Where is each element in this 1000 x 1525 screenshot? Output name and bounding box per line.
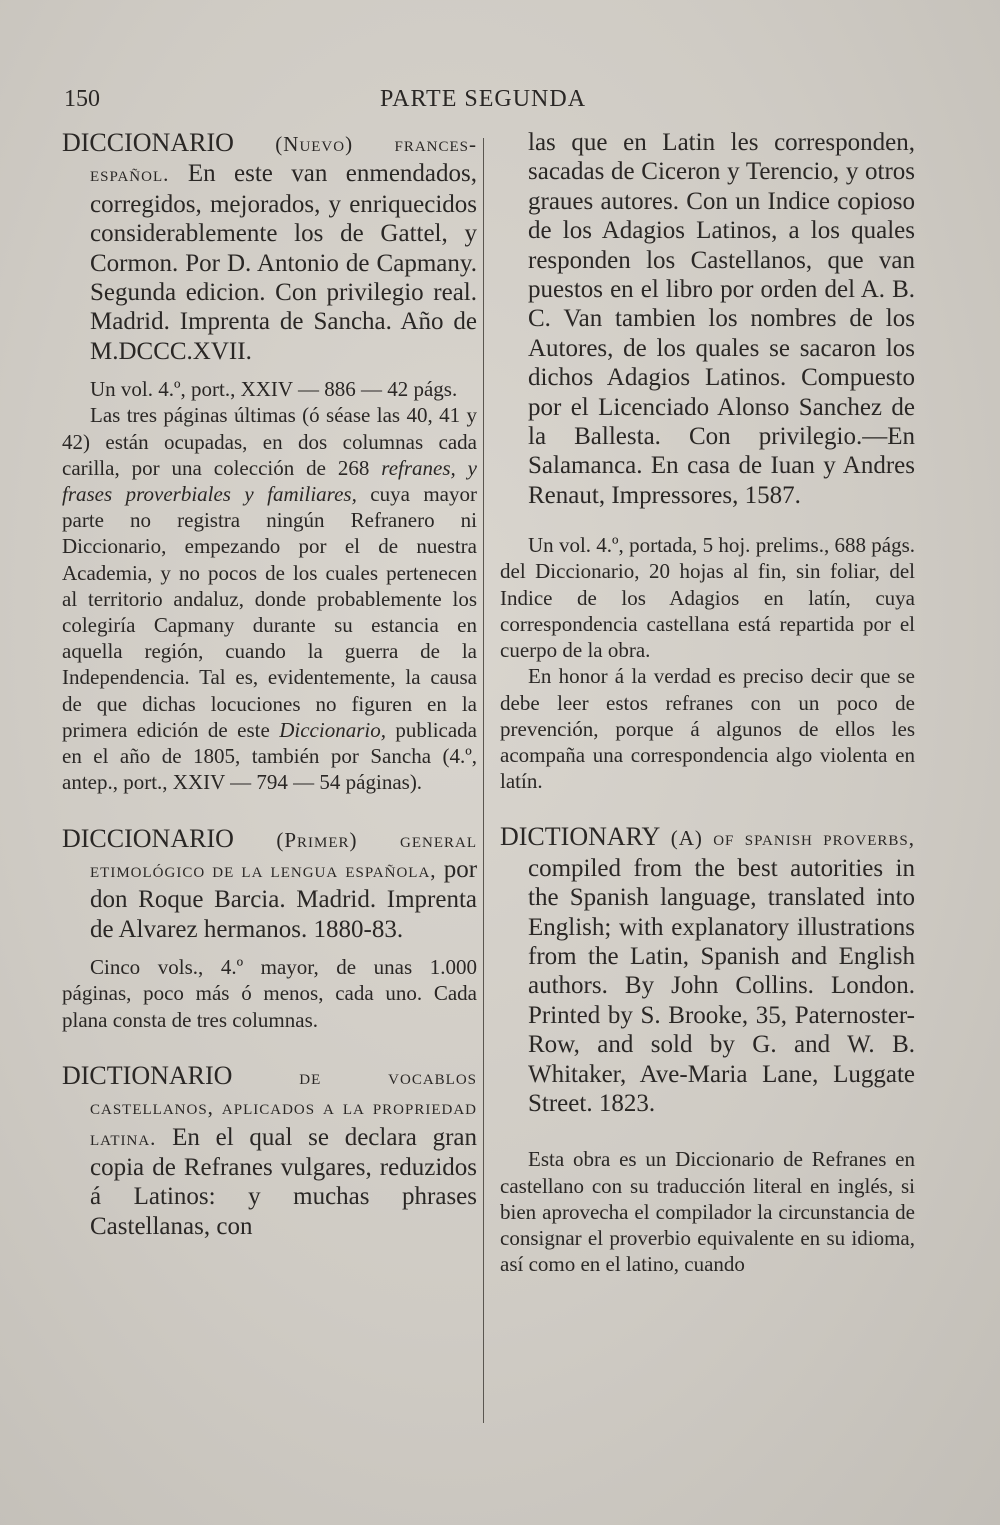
column-divider <box>483 138 484 1423</box>
note-paragraph: Un vol. 4.º, portada, 5 hoj. prelims., 688 págs. del Diccionario, 20 hojas al fin, sin foliar, del Indice de los Adagios en latín, cuya correspondencia castellana está repartida por el cuerpo de la obra. <box>500 533 915 663</box>
page-number: 150 <box>64 86 100 112</box>
note-text: publicada en el año de 1805, también por Sancha (4.º, antep., port., XXIV — 794 — 54 páginas). <box>62 717 477 795</box>
running-title: PARTE SEGUNDA <box>380 86 587 112</box>
entry-headword: DICTIONARIO <box>62 1060 233 1090</box>
entry-subtitle: (Nuevo) frances-español. <box>90 132 477 187</box>
entry-continuation <box>500 128 915 510</box>
entry-headword: DICCIONARIO <box>62 823 234 853</box>
entry-text <box>62 128 478 366</box>
right-column <box>500 128 915 1277</box>
entry-body: las que en Latin les corresponden, sacadas de Ciceron y Terencio, y otros graues autores. Con un Indice copioso de los Adagios Latinos, a los quales responden los Castellanos, que van puestos en el libro por orden del A. B. C. Van tambien los nombres de los Autores, de los quales se sacaron los dichos Adagios Latinos. Compuesto por el Licenciado Alonso Sanchez de la Ballesta. Con privilegio.—En Salamanca. En casa de Iuan y Andres Renaut, Impressores, 1587. <box>528 129 915 509</box>
entry-headword: DICTIONARY <box>500 822 661 852</box>
entry-diccionario-nuevo <box>62 128 477 366</box>
entry-diccionario-primer <box>62 824 477 945</box>
note-text: Las tres páginas últimas (ó séase las 40, 41 y 42) están ocupadas, en dos columnas cada carilla, por una colección de 268 <box>62 403 477 480</box>
left-column <box>62 128 477 1241</box>
entry-headword: DICCIONARIO <box>62 128 234 157</box>
note-paragraph: Esta obra es un Diccionario de Refranes en castellano con su traducción literal en inglés, si bien aprovecha el compilador la circunstancia de consignar el proverbio equivalente en su idioma, así como en el latino, cuando <box>500 1147 915 1277</box>
page-header <box>0 86 1000 126</box>
entry-notes <box>62 954 477 1033</box>
note-text: cuya mayor parte no registra ningún Refranero ni Diccionario, empezando por el de nuestra Academia, y no pocos de los cuales pertenecen al territorio andaluz, donde probablemente los colegiría Capmany durante su estancia en aquella región, cuando la guerra de la Independencia. Tal es, evidentemente, la causa de que dichas locuciones no figuren en la primera edición de este <box>62 482 477 742</box>
note-paragraph <box>62 402 477 795</box>
entry-body: En el qual se declara gran copia de Refranes vulgares, reduzidos á Latinos: y muchas phrases Castellanas, con <box>90 1123 478 1240</box>
entry-body: por don Roque Barcia. Madrid. Imprenta de Alvarez hermanos. 1880-83. <box>90 855 478 943</box>
entry-notes <box>500 532 915 794</box>
note-italic-text: refranes, y frases proverbiales y familiares, <box>62 455 477 507</box>
entry-subtitle: de vocablos castellanos, aplicados a la propriedad latina. <box>90 1064 478 1150</box>
note-paragraph: Un vol. 4.º, port., XXIV — 886 — 42 págs. <box>90 377 458 402</box>
entry-subtitle: (A) of spanish proverbs, <box>670 826 916 851</box>
entry-text <box>62 823 478 945</box>
entry-text <box>500 822 916 1118</box>
entry-notes <box>500 1146 915 1277</box>
entry-text <box>62 1060 478 1241</box>
entry-dictionario-vocablos <box>62 1061 477 1241</box>
note-paragraph: En honor á la verdad es preciso decir que se debe leer estos refranes con un poco de prevención, porque á algunos de ellos les acompaña una correspondencia algo violenta en latín. <box>500 664 915 794</box>
note-paragraph: Cinco vols., 4.º mayor, de unas 1.000 páginas, poco más ó menos, cada uno. Cada plana consta de tres columnas. <box>62 955 477 1032</box>
entry-dictionary-collins <box>500 822 915 1118</box>
entry-body: En este van enmendados, corregidos, mejorados, y enriquecidos considerablemente los de Gattel, y Cormon. Por D. Antonio de Capmany. Segunda edicion. Con privilegio real. Madrid. Imprenta de Sancha. Año de M.DCCC.XVII. <box>90 160 478 365</box>
entry-notes <box>62 376 477 795</box>
note-italic-text: Diccionario, <box>279 717 386 742</box>
entry-subtitle: (Primer) general etimológico de la lengua española, <box>90 827 477 882</box>
entry-body: compiled from the best autorities in the Spanish language, translated into English; with explanatory illustrations from the Latin, Spanish and English authors. By John Collins. London. Printed by S. Brooke, 35, Paternoster-Row, and sold by G. and W. B. Whitaker, Ave-Maria Lane, Luggate Street. 1823. <box>528 854 915 1117</box>
